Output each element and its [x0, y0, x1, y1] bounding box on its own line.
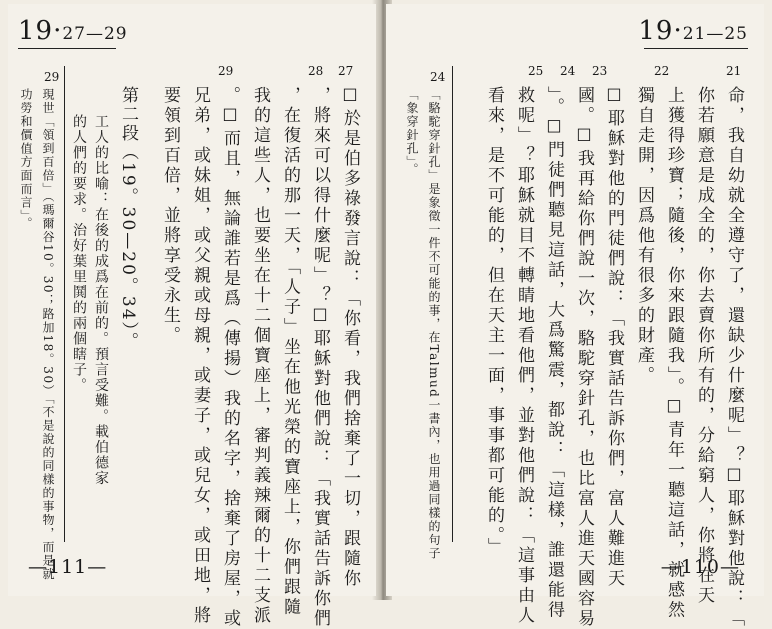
- right-verse-range: 21—25: [682, 24, 748, 44]
- left-main-line-6: 兄弟，或妹姐，或父親或母親，或妻子，或兒女，或田地，將: [190, 86, 210, 626]
- right-main-line-4: 獨自走開，因爲他有很多的財產。: [634, 86, 654, 386]
- right-main-line-3: 上獲得珍寶；隨後，你來跟隨我」。☐青年一聽這話，就感然: [664, 86, 684, 621]
- verse-number-29: 29: [218, 64, 234, 78]
- right-chapter-number: 19: [638, 16, 674, 46]
- right-main-line-9: 看來，是不可能的，但在天主一面，事事都可能的。」: [484, 86, 504, 558]
- verse-number-21: 21: [726, 64, 742, 78]
- commentary-line-1: 工人的比喻：在後的成爲在前的。預言受難。載伯德家: [93, 114, 109, 486]
- right-main-line-6: 國。☐我再給你們說一次，駱駝穿針孔，也比富人進天國容易: [574, 86, 594, 629]
- section-label: 第二段（19。30—20。34）。: [118, 86, 138, 352]
- verse-number-23: 23: [592, 64, 608, 78]
- right-main-line-7: 」。☐門徒們聽見這話，大爲驚震，都說：「這樣，誰還能得: [544, 86, 564, 621]
- note-number-29: 29: [44, 70, 60, 84]
- left-note-line-2: 功勞和價值方面而言」。: [19, 88, 33, 231]
- right-footnote-divider: [452, 66, 453, 542]
- left-main-line-2: ，將來可以得什麼呢」？☐耶穌對他們說：「我實話告訴你們: [310, 86, 330, 629]
- verse-number-27: 27: [338, 64, 354, 78]
- verse-number-25: 25: [528, 64, 544, 78]
- right-page-header: 19·21—25: [638, 16, 748, 46]
- left-main-line-7: 要領到百倍，並將享受永生。: [160, 86, 180, 346]
- left-main-line-1: ☐於是伯多祿發言說：「你看，我們捨棄了一切，跟隨你: [340, 86, 360, 589]
- verse-number-28: 28: [308, 64, 324, 78]
- left-main-line-4: 我的這些人，也要坐在十二個寶座上，審判義辣爾的十二支派: [250, 86, 270, 626]
- verse-number-24: 24: [560, 64, 576, 78]
- verse-number-22: 22: [654, 64, 670, 78]
- left-page-number: —111—: [28, 556, 108, 578]
- right-page-number: —110—: [660, 556, 740, 578]
- left-chapter-number: 19: [18, 16, 54, 46]
- right-note-line-1: 「駱駝穿針孔」是象徵一件不可能的事，在Talmud一書內，也用過同樣的句子: [427, 88, 441, 561]
- left-main-line-3: ，在復活的那一天，「人子」坐在他光榮的寶座上，你們跟隨: [280, 86, 300, 618]
- left-verse-range: 27—29: [62, 24, 128, 44]
- right-main-line-8: 救呢」？耶穌就目不轉睛地看他們，並對他們說：「這事由人: [514, 86, 534, 626]
- left-note-line-1: 現世「領到百倍」（瑪爾谷10。30；路加18。30）「不是說的同樣的事物，而是就: [41, 88, 55, 582]
- left-page-header: 19·27—29: [18, 16, 128, 46]
- right-note-line-2: 「象穿針孔」。: [405, 88, 419, 177]
- right-main-line-2: 你若願意是成全的，你去賣你所有的，分給窮人，你將在天: [694, 86, 714, 606]
- right-header-rule: [644, 48, 748, 49]
- left-header-rule: [18, 48, 116, 49]
- left-footnote-divider: [64, 66, 65, 542]
- right-main-line-5: ☐耶穌對他的門徒們說：「我實話告訴你們，富人難進天: [604, 86, 624, 589]
- left-page: [8, 4, 376, 629]
- note-number-24: 24: [430, 70, 446, 84]
- right-page: [386, 4, 764, 629]
- left-main-line-5: 。☐而且，無論誰若是爲（傳揚）我的名字，捨棄了房屋，或: [220, 86, 240, 629]
- commentary-line-2: 的人們的要求。治好葉里鬨的兩個瞎子。: [71, 114, 87, 393]
- right-main-line-1: 命，我自幼就全遵守了，還缺少什麼呢」？☐耶穌對他說：「: [724, 86, 744, 629]
